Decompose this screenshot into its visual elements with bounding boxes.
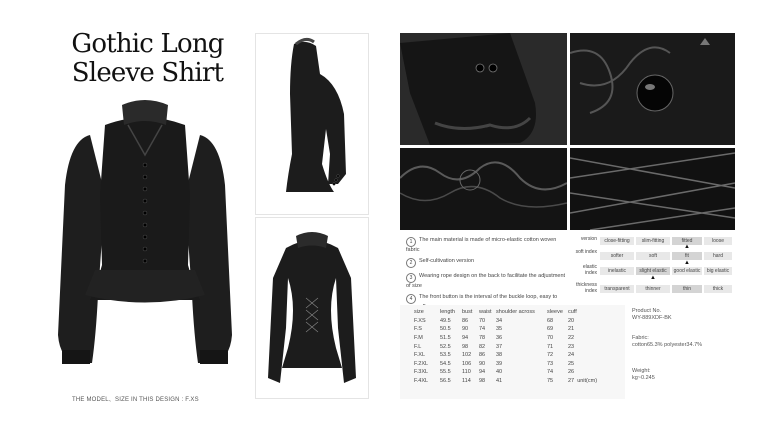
title-line-2: Sleeve Shirt xyxy=(71,58,224,88)
table-cell: 68 xyxy=(547,317,554,324)
side-view-panel xyxy=(255,33,369,215)
selection-marker-icon: ▲ xyxy=(684,260,690,266)
table-cell: F.3XL xyxy=(414,369,429,376)
table-cell: 41 xyxy=(496,378,503,385)
table-cell: 27 unit(cm) xyxy=(568,378,598,385)
product-number-label: Product No. xyxy=(632,308,662,314)
table-cell: 106 xyxy=(462,360,472,367)
table-cell: 86 xyxy=(479,352,486,359)
product-info xyxy=(632,308,732,381)
table-cell: 71 xyxy=(547,343,554,350)
index-option-selected: fitted xyxy=(672,237,702,245)
index-option: thick xyxy=(704,285,732,293)
table-cell: 82 xyxy=(479,343,486,350)
index-option: loose xyxy=(704,237,732,245)
table-cell: F.2XL xyxy=(414,360,429,367)
table-cell: 24 xyxy=(568,352,575,359)
table-cell: length xyxy=(440,309,455,316)
table-cell: 70 xyxy=(547,335,554,342)
table-cell: 74 xyxy=(547,369,554,376)
back-view-panel xyxy=(255,217,369,399)
table-cell: 50.5 xyxy=(440,326,451,333)
table-row xyxy=(414,351,613,360)
model-size-caption: THE MODEL、SIZE IN THIS DESIGN : F.XS xyxy=(72,397,199,403)
size-table-header xyxy=(414,308,613,317)
table-row xyxy=(414,334,613,343)
index-option: thinner xyxy=(636,285,670,293)
table-cell: 55.5 xyxy=(440,369,451,376)
model-front-photo xyxy=(50,95,240,390)
table-row xyxy=(414,342,613,351)
table-row xyxy=(414,317,613,326)
table-cell: 114 xyxy=(462,378,471,385)
table-row xyxy=(414,377,613,386)
table-cell: 25 xyxy=(568,360,575,367)
table-cell: 34 xyxy=(496,317,503,324)
table-cell: F.M xyxy=(414,335,423,342)
title-line-1: Gothic Long xyxy=(71,29,224,59)
index-label: thickness index xyxy=(576,282,597,294)
feature-item: 1 The main material is made of micro-elastic cotton woven fabric xyxy=(406,237,557,253)
index-option-selected: thin xyxy=(672,285,702,293)
selection-marker-icon: ▲ xyxy=(650,275,656,281)
table-cell: F.XS xyxy=(414,317,426,324)
table-cell: 78 xyxy=(479,335,486,342)
index-option: big elastic xyxy=(704,267,732,275)
button-lace-detail-photo xyxy=(570,33,735,145)
index-option: slim-fitting xyxy=(636,237,670,245)
table-cell: 74 xyxy=(479,326,486,333)
table-cell: sleeve xyxy=(547,309,563,316)
table-cell: 98 xyxy=(462,343,469,350)
index-option-selected: fit xyxy=(672,252,702,260)
index-option: hard xyxy=(704,252,732,260)
index-option: good elastic xyxy=(673,268,701,274)
table-cell: 56.5 xyxy=(440,378,451,385)
table-cell: 49.5 xyxy=(440,317,451,324)
table-cell: 72 xyxy=(547,352,554,359)
table-cell: 51.5 xyxy=(440,335,451,342)
table-cell: 20 xyxy=(568,317,575,324)
fabric-composition: cotton65.3% polyester34.7% xyxy=(632,341,703,348)
lacing-detail-photo xyxy=(570,148,735,230)
fit-index-grid xyxy=(570,235,735,297)
selection-marker-icon: ▲ xyxy=(684,244,690,250)
table-row xyxy=(414,325,613,334)
table-cell: 53.5 xyxy=(440,352,451,359)
product-number: WY-889XDF-BK xyxy=(632,314,672,321)
table-cell: 94 xyxy=(479,369,486,376)
index-option: soft xyxy=(636,252,670,260)
size-chart xyxy=(400,305,625,399)
feature-item: 4 The front button is the interval of the buckle loop, easy to xyxy=(406,294,566,311)
table-cell: 110 xyxy=(462,369,471,376)
index-option: transparent xyxy=(600,285,634,293)
table-cell: 22 xyxy=(568,335,575,342)
weight-value: kg~0.245 xyxy=(632,374,655,381)
table-cell: 52.5 xyxy=(440,343,451,350)
index-label: soft index xyxy=(575,249,597,255)
table-cell: 23 xyxy=(568,343,575,350)
fabric-label: Fabric: xyxy=(632,335,649,341)
table-cell: cuff xyxy=(568,309,577,316)
table-cell: 26 xyxy=(568,369,575,376)
index-option: close-fitting xyxy=(600,237,634,245)
model-back-photo xyxy=(256,218,368,398)
table-cell: 54.5 xyxy=(440,360,451,367)
table-cell: 21 xyxy=(568,326,575,333)
weight-label: Weight: xyxy=(632,368,651,374)
table-cell: 73 xyxy=(547,360,554,367)
model-side-photo xyxy=(256,34,368,214)
table-cell: 37 xyxy=(496,343,503,350)
table-cell: 90 xyxy=(462,326,469,333)
size-table xyxy=(414,308,613,385)
table-cell: F.4XL xyxy=(414,378,429,385)
product-title xyxy=(60,30,235,88)
table-cell: size xyxy=(414,309,424,316)
table-cell: 98 xyxy=(479,378,486,385)
table-row xyxy=(414,368,613,377)
feature-item: 2 Self-cultivation version xyxy=(406,258,566,268)
table-cell: 35 xyxy=(496,326,503,333)
table-cell: F.S xyxy=(414,326,422,333)
table-cell: 36 xyxy=(496,335,503,342)
cuff-detail-photo xyxy=(400,33,567,145)
table-cell: 86 xyxy=(462,317,469,324)
table-cell: F.L xyxy=(414,343,422,350)
lace-detail-photo xyxy=(400,148,567,230)
index-label: elastic index xyxy=(582,264,597,276)
table-row xyxy=(414,360,613,369)
table-cell: 40 xyxy=(496,369,503,376)
index-option: softer xyxy=(600,252,634,260)
table-cell: F.XL xyxy=(414,352,426,359)
table-cell: waist xyxy=(479,309,492,316)
table-cell: 75 xyxy=(547,378,554,385)
table-cell: bust xyxy=(462,309,473,316)
table-cell: 39 xyxy=(496,360,503,367)
table-cell: 69 xyxy=(547,326,554,333)
unit-label: unit(cm) xyxy=(577,378,598,385)
table-cell: 38 xyxy=(496,352,503,359)
table-cell: 90 xyxy=(479,360,486,367)
table-cell: shoulder across xyxy=(496,309,535,316)
index-label: version xyxy=(580,236,597,242)
index-option-selected: slight elastic xyxy=(636,267,670,275)
feature-list xyxy=(406,237,566,311)
table-cell: 102 xyxy=(462,352,472,359)
feature-item: 3 Wearing rope design on the back to facilitate the adjustment of size xyxy=(406,273,566,289)
table-cell: 70 xyxy=(479,317,486,324)
table-cell: 94 xyxy=(462,335,469,342)
index-option: inelastic xyxy=(600,267,634,275)
